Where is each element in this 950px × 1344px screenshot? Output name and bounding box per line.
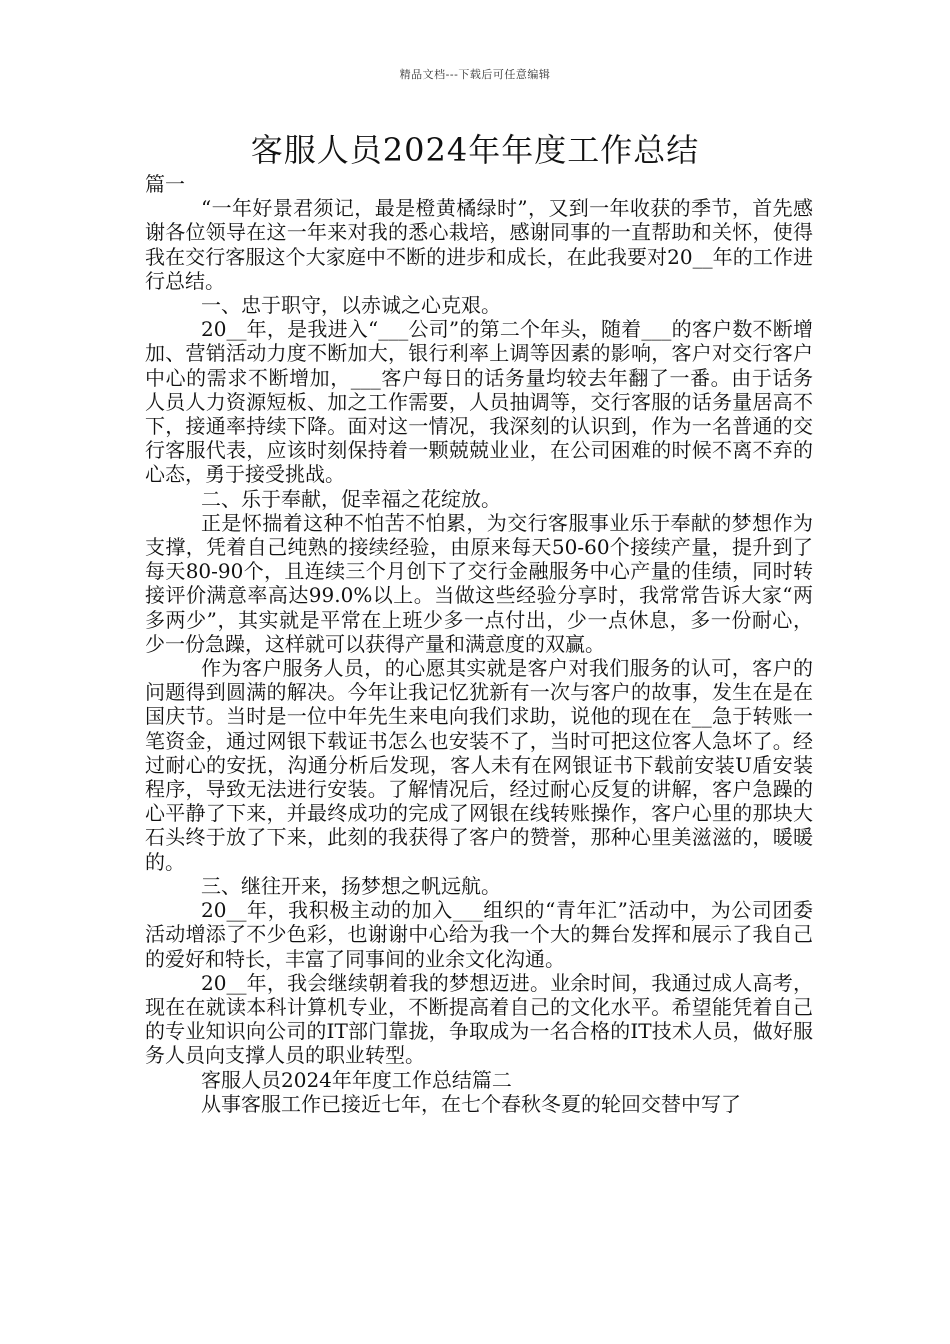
paragraph-section-3b: 20__年，我会继续朝着我的梦想迈进。业余时间，我通过成人高考，现在在就读本科计算机专业，不断提高着自己的文化水平。希望能凭着自己的专业知识向公司的IT部门靠拢，争取成为一名合格的IT技术人员，做好服务人员向支撑人员的职业转型。	[145, 970, 813, 1068]
document-body	[145, 172, 813, 1116]
document-title: 客服人员2024年年度工作总结	[250, 131, 700, 169]
part-two-heading: 客服人员2024年年度工作总结篇二	[201, 1067, 512, 1092]
part-one-label: 篇一	[145, 172, 185, 196]
section-heading-2: 二、乐于奉献，促幸福之花绽放。	[201, 486, 501, 511]
paragraph-part-two-start: 从事客服工作已接近七年，在七个春秋冬夏的轮回交替中写了	[201, 1091, 741, 1116]
paragraph-section-1: 20__年，是我进入“___公司”的第二个年头，随着___的客户数不断增加、营销活动力度不断加大，银行利率上调等因素的影响，客户对交行客户中心的需求不断增加，___客户每日的话务量均较去年翻了一番。由于话务人员人力资源短板、加之工作需要，人员抽调等，交行客服的话务量居高不下，接通率持续下降。面对这一情况，我深刻的认识到，作为一名普通的交行客服代表，应该时刻保持着一颗兢兢业业，在公司困难的时候不离不弃的心态，勇于接受挑战。	[145, 317, 813, 487]
page-header: 精品文档---下载后可任意编辑	[399, 68, 551, 81]
section-heading-1: 一、忠于职守，以赤诚之心克艰。	[201, 293, 501, 318]
paragraph-intro: “一年好景君须记，最是橙黄橘绿时”，又到一年收获的季节，首先感谢各位领导在这一年来对我的悉心栽培，感谢同事的一直帮助和关怀，使得我在交行客服这个大家庭中不断的进步和成长，在此我要对20__年的工作进行总结。	[145, 196, 813, 293]
paragraph-section-2a: 正是怀揣着这种不怕苦不怕累，为交行客服事业乐于奉献的梦想作为支撑，凭着自己纯熟的接续经验，由原来每天50-60个接续产量，提升到了每天80-90个，且连续三个月创下了交行金融服务中心产量的佳绩，同时转接评价满意率高达99.0%以上。当做这些经验分享时，我常常告诉大家“两多两少”，其实就是平常在上班少多一点付出，少一点休息，多一份耐心，少一份急躁，这样就可以获得产量和满意度的双赢。	[145, 510, 813, 656]
paragraph-section-3a: 20__年，我积极主动的加入___组织的“青年汇”活动中，为公司团委活动增添了不少色彩，也谢谢中心给为我一个大的舞台发挥和展示了我自己的爱好和特长，丰富了同事间的业余文化沟通。	[145, 898, 813, 971]
paragraph-section-2b: 作为客户服务人员，的心愿其实就是客户对我们服务的认可，客户的问题得到圆满的解决。今年让我记忆犹新有一次与客户的故事，发生在是在国庆节。当时是一位中年先生来电向我们求助，说他的现在在__急于转账一笔资金，通过网银下载证书怎么也安装不了，当时可把这位客人急坏了。经过耐心的安抚，沟通分析后发现，客人未有在网银证书下载前安装U盾安装程序，导致无法进行安装。了解情况后，经过耐心反复的讲解，客户急躁的心平静了下来，并最终成功的完成了网银在线转账操作，客户心里的那块大石头终于放了下来，此刻的我获得了客户的赞誉，那种心里美滋滋的，暖暖的。	[145, 656, 813, 874]
section-heading-3: 三、继往开来，扬梦想之帆远航。	[201, 873, 501, 898]
